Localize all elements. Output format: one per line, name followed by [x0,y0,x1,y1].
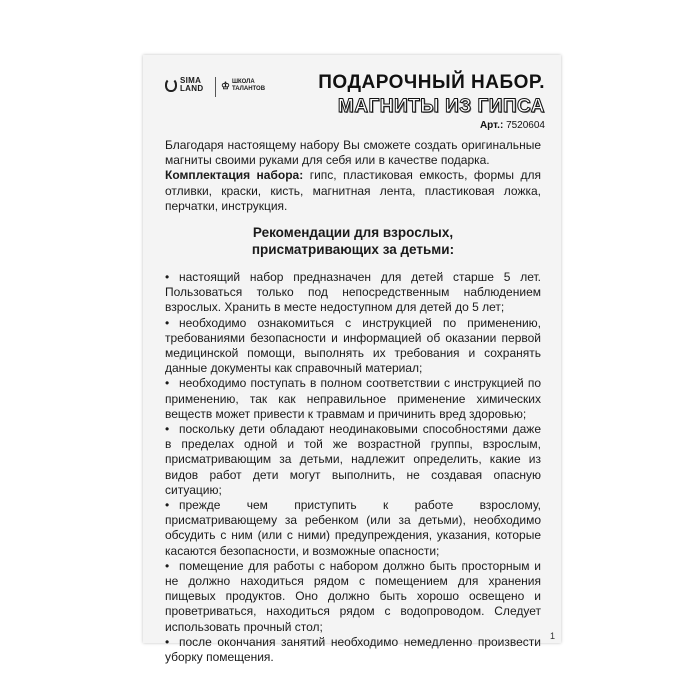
list-item [165,559,541,635]
intro-paragraph: Благодаря настоящему набору Вы сможете создать оригинальные магниты своими руками для себя или в качестве подарка. [165,138,541,168]
document-body [165,138,541,665]
school-logo-icon: ♔ [221,80,230,92]
bullet-icon: • [165,270,170,285]
header [165,72,555,138]
article-label: Арт.: [479,120,504,131]
contents-label: Комплектация набора: [165,168,304,183]
bullet-icon: • [165,315,170,330]
bullet-icon: • [165,376,170,391]
list-item-text: настоящий набор предназначен для детей старше 5 лет. Пользоваться только под непосредственным наблюдением взрослых. Хранить в месте недоступном для детей до 5 лет; [165,270,541,315]
list-item-text: необходимо ознакомиться с инструкцией по применению, требованиями безопасности и информацией об оказании первой медицинской помощи, выполнять их требования и сохранять данные документы как справочный материал; [165,315,541,376]
school-of-talents-logo [221,79,276,93]
list-item-text: после окончания занятий необходимо немедленно произвести уборку помещения. [165,634,541,665]
contents-paragraph [165,168,541,214]
contents-text: гипс, пластиковая емкость, формы для отливки, краски, кисть, магнитная лента, пластиковая ложка, перчатки, инструкция. [165,168,541,213]
list-item [165,422,541,498]
school-logo-text: ШКОЛА ТАЛАНТОВ [231,79,266,92]
article-number [445,120,545,131]
list-item [165,376,541,422]
bullet-icon: • [165,498,170,513]
page-number: 1 [550,631,556,641]
recommendations-heading-line-2: присматривающих за детьми: [251,242,455,258]
logo-divider [215,77,216,97]
recommendations-heading-line-1: Рекомендации для взрослых, [252,225,454,241]
recommendations-heading [165,224,541,258]
bullet-icon: • [165,558,170,573]
article-value: 7520604 [506,120,545,131]
list-item [165,270,541,316]
list-item-text: необходимо поступать в полном соответствии с инструкцией по применению, так как неправильное применение химических веществ может привести к травмам и причинить вред здоровью; [165,376,541,421]
title-line-2: МАГНИТЫ ИЗ ГИПСА [337,96,545,117]
list-item-text: прежде чем приступить к работе взрослому, присматривающему за ребенком (или за детьми), необходимо обсудить с ним (или с ними) предупреждения, указания, которые касаются безопасности, и возможные опасности; [165,498,541,558]
sima-land-logo-text: SIMA LAND [180,76,204,93]
list-item [165,498,541,559]
title-line-1: ПОДАРОЧНЫЙ НАБОР. [318,72,545,93]
list-item-text: помещение для работы с набором должно быть просторным и не должно находиться рядом с помещением для хранения пищевых продуктов. Оно должно быть хорошо освещено и проветриваться, находиться рядом с водопроводом. Следует использовать прочный стол; [165,558,541,634]
bullet-icon: • [165,634,170,649]
list-item-text: поскольку дети обладают неодинаковыми способностями даже в пределах одной и той же возрастной группы, взрослым, присматривающим за детьми, надлежит определить, какие из видов работ дети могут выполнить, не создавая опасную ситуацию; [165,422,541,497]
sima-land-logo-icon [165,78,177,92]
sima-land-logo [165,77,210,93]
list-item [165,635,541,665]
bullet-icon: • [165,422,170,437]
list-item [165,316,541,377]
